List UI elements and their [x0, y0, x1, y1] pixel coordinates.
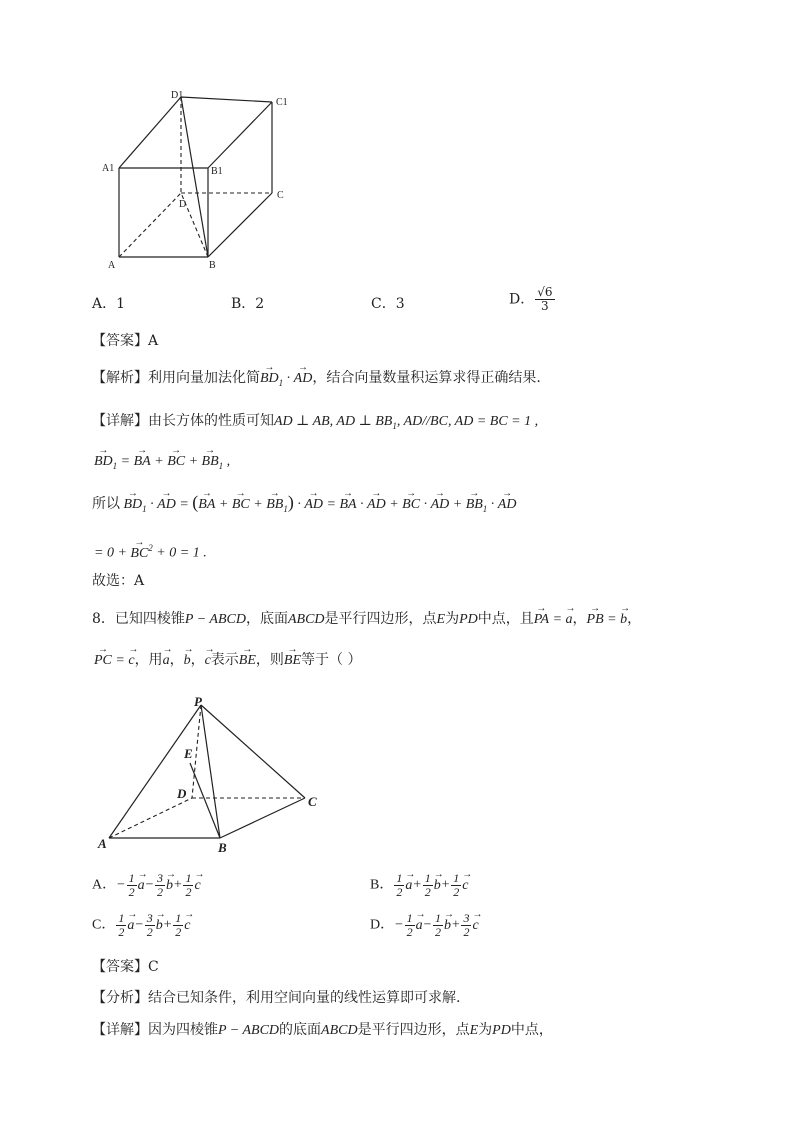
q8-stem2-mid: ，用	[134, 652, 163, 668]
detail-end: 中点，	[510, 1022, 553, 1038]
option-b-value: 2	[255, 296, 265, 312]
q8-stem-mid4: 中点，且	[477, 611, 534, 627]
q8-option-a: A．− $\frac{1}{2}$ → a− $\frac{3}{2}$ → b+ $\frac{1}{2}$ → c	[92, 872, 201, 899]
answer-value: A	[148, 333, 159, 349]
q8-pd: PD	[459, 612, 478, 627]
q7-answer	[92, 331, 158, 351]
label-B1: B1	[211, 166, 223, 177]
label-C: C	[277, 190, 284, 201]
label-D1: D1	[171, 90, 184, 101]
q8-stem2-mid3: ，则	[255, 652, 284, 668]
q7-option-d	[509, 286, 556, 313]
detail-mid3: 为	[478, 1022, 493, 1038]
q8-stem-line2: → PC = → c，用→ a，→ b，→ c表示→ BE，则→ BE等于（ ）	[94, 650, 361, 671]
q7-analysis: 【解析】利用向量加法化简→ $BD_1$ · → AD，结合向量数量积运算求得正确结果.	[92, 368, 541, 393]
detail-tag: 【详解】	[92, 413, 148, 429]
analysis-post: ，结合向量数量积运算求得正确结果.	[312, 370, 541, 386]
q7-option-c	[371, 294, 405, 314]
q8-point-e: E	[436, 612, 446, 627]
detail-pyramid: P − ABCD	[218, 1023, 280, 1038]
label-A: A	[108, 260, 116, 271]
q8-stem-mid3: 为	[445, 611, 460, 627]
detail-facts: AD ⊥ AB, AD ⊥ BB	[274, 414, 393, 429]
option-d-label: D．	[370, 917, 395, 933]
q8-option-d: D．− $\frac{1}{2}$ → a− $\frac{1}{2}$ → b+ $\frac{3}{2}$ → c	[370, 912, 479, 939]
q8-option-b: B． $\frac{1}{2}$ → a+ $\frac{1}{2}$ → b+ $\frac{1}{2}$ → c	[370, 872, 468, 899]
answer-tag: 【答案】	[92, 959, 148, 975]
q8-option-c: C． $\frac{1}{2}$ → a− $\frac{3}{2}$ → b+ $\frac{1}{2}$ → c	[92, 912, 190, 939]
q8-stem2-end: 等于（ ）	[301, 652, 362, 668]
q8-stem-mid: ，底面	[245, 611, 288, 627]
label-D: D	[179, 199, 187, 210]
label-C: C	[308, 794, 317, 809]
analysis-tag: 【分析】	[92, 990, 148, 1006]
option-d-label: D．	[509, 291, 535, 308]
detail-pd: PD	[492, 1023, 511, 1038]
q8-analysis	[92, 988, 460, 1008]
option-c-label: C．	[371, 296, 396, 312]
detail-base: ABCD	[321, 1023, 358, 1038]
option-a-label: A．	[92, 296, 117, 312]
label-A: A	[98, 836, 107, 851]
option-a-value: 1	[116, 296, 126, 312]
q7-option-a	[92, 294, 125, 314]
detail-tag: 【详解】	[92, 1022, 148, 1038]
q8-stem-mid2: 是平行四边形，点	[324, 611, 437, 627]
option-c-value: 3	[395, 296, 405, 312]
detail-pre: 由长方体的性质可知	[148, 413, 274, 429]
detail-facts2: , AD//BC, AD = BC = 1 ,	[396, 414, 539, 429]
cuboid-figure	[100, 85, 300, 275]
so-text: 所以	[92, 496, 120, 512]
option-b-label: B．	[231, 296, 256, 312]
q8-stem-line1: 8．已知四棱锥P − ABCD，底面ABCD是平行四边形，点E为PD中点，且→ PA = → a，→ PB = → b，	[92, 609, 641, 630]
answer-value: C	[148, 959, 159, 975]
q7-result: = 0 + → $BC^2 + 0 = 1$ .	[94, 538, 207, 564]
analysis-text: 结合已知条件，利用空间向量的线性运算即可求解.	[148, 990, 461, 1006]
q8-detail	[92, 1020, 553, 1041]
detail-pre: 因为四棱锥	[148, 1022, 218, 1038]
label-E: E	[184, 746, 193, 761]
detail-mid2: 是平行四边形，点	[357, 1022, 470, 1038]
detail-mid: 的底面	[279, 1022, 322, 1038]
q8-stem2-mid2: 表示	[210, 652, 239, 668]
q7-expansion: 所以 → $BD_1$ · → AD = (→ BA + → BC + → $BB_1$) · → AD = → BA · → AD + → BC · → AD + → $BB_1$ · → AD	[92, 492, 516, 519]
option-a-label: A．	[92, 877, 117, 893]
q7-detail: 【详解】由长方体的性质可知AD ⊥ AB, AD ⊥ $BB_1$, AD//BC, AD = BC = 1 ,	[92, 413, 539, 431]
option-b-label: B．	[370, 877, 394, 893]
q8-base: ABCD	[287, 612, 325, 627]
label-B: B	[218, 840, 227, 855]
label-D: D	[177, 786, 187, 801]
pyramid-figure	[92, 688, 332, 858]
option-d-fraction: $\frac{√6}{3}$	[537, 285, 553, 313]
label-A1: A1	[102, 163, 115, 174]
answer-tag: 【答案】	[92, 333, 148, 349]
q8-answer	[92, 957, 159, 977]
analysis-pre: 利用向量加法化简	[148, 370, 260, 386]
q7-choose: 故选：A	[92, 573, 145, 589]
label-B: B	[209, 260, 216, 271]
q7-option-b	[231, 294, 264, 314]
option-c-label: C．	[92, 917, 116, 933]
q8-stem-pre: 8．已知四棱锥	[92, 611, 185, 627]
detail-point-e: E	[469, 1023, 479, 1038]
analysis-tag: 【解析】	[92, 370, 148, 386]
q7-vector-sum: → $BD_1$ = → BA + → BC + → $BB_1$ ,	[94, 452, 230, 476]
q8-pyramid: P − ABCD	[184, 612, 246, 627]
label-P: P	[194, 694, 202, 709]
label-C1: C1	[276, 97, 288, 108]
